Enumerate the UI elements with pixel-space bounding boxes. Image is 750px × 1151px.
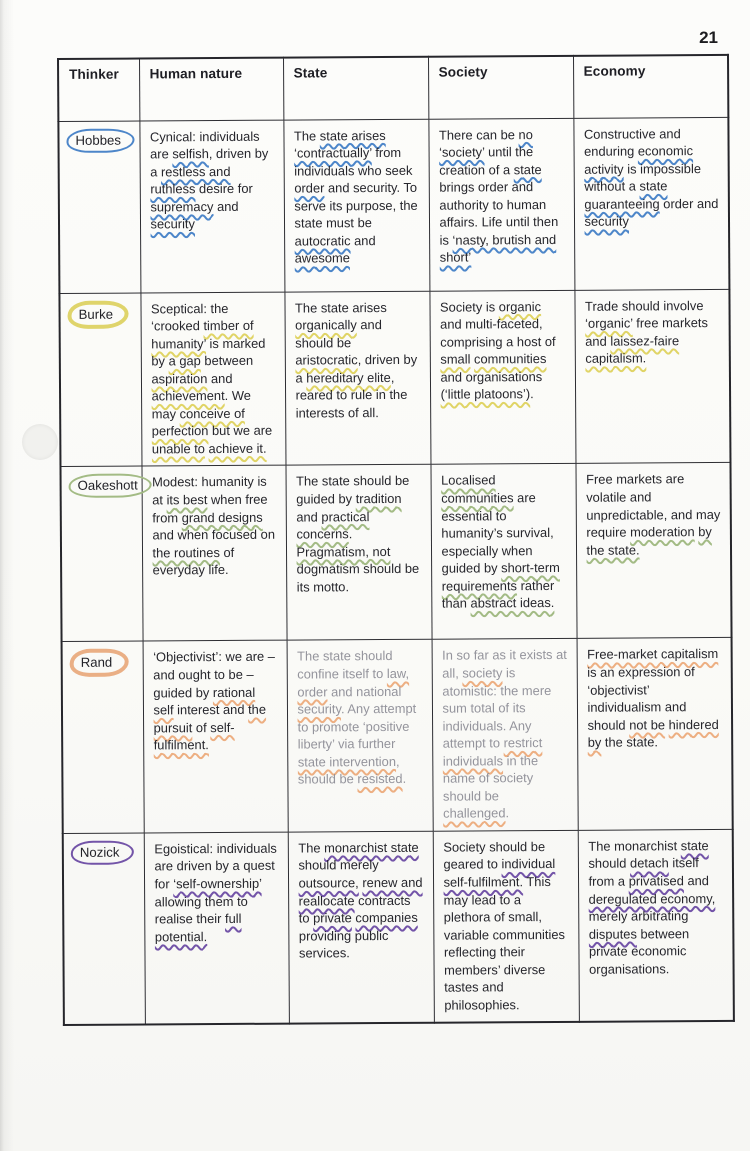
annotated-phrase: society: [462, 665, 503, 681]
column-header-society: Society: [428, 56, 573, 119]
annotated-phrase: moderation: [630, 524, 695, 540]
thinker-cell-rand: [62, 641, 144, 833]
table-row-rand: [62, 638, 733, 834]
annotated-phrase: potential.: [154, 928, 208, 945]
annotated-phrase: awesome: [294, 250, 350, 266]
annotated-phrase: no ‘society’: [439, 126, 533, 160]
annotated-phrase: individual: [501, 856, 556, 872]
annotated-phrase: requirements: [441, 577, 518, 594]
column-header-thinker: Thinker: [58, 58, 139, 120]
column-header-economy: Economy: [573, 55, 728, 118]
cell-hobbes-state: The state arises ‘contractually’ from individuals who seek order and security. To serve its purpose, the state must be autocratic and awesome: [293, 127, 418, 266]
annotated-phrase: hindered by: [587, 716, 719, 750]
cell-nozick-society: Society should be geared to individual self-fulfilment. This may lead to a plethora of small, variable communities reflecting their members’ diverse tastes and philosophies.: [443, 838, 565, 1013]
annotated-phrase: Localised communities: [441, 472, 514, 506]
cell-nozick-economy: The monarchist state should detach itself from a privatised and deregulated economy, merely arbitrating disputes between private economic organisations.: [588, 837, 716, 977]
punch-hole: [22, 424, 58, 460]
annotated-phrase: security: [297, 701, 341, 717]
annotated-phrase: resisted: [357, 771, 403, 787]
annotated-phrase: restrict individuals: [442, 735, 543, 769]
annotated-phrase: supremacy: [150, 198, 214, 215]
annotated-phrase: Pragmatism, not: [296, 543, 391, 560]
annotated-phrase: achieve it.: [208, 440, 267, 456]
annotated-phrase: state intervention: [297, 753, 397, 770]
cell-rand-state: The state should confine itself to law, order and national security. Any attempt to promote ‘positive liberty’ via further state intervention, should be resisted.: [297, 648, 417, 787]
annotated-phrase: selfish: [172, 146, 209, 162]
annotated-phrase: abstract ideas.: [470, 595, 555, 611]
annotated-phrase: ‘nasty, brutish and short’: [439, 231, 557, 265]
annotated-phrase: ‘contractually’: [294, 145, 372, 161]
annotated-phrase: state: [639, 178, 668, 194]
cell-rand-human-nature: ‘Objectivist’: we are – and ought to be – guided by rational self interest and the pursuit of self-fulfilment.: [153, 649, 276, 753]
cell-nozick-state: The monarchist state should merely outsource, renew and reallocate contracts to private companies providing public services.: [298, 839, 423, 961]
thinker-cell-oakeshott: [60, 466, 142, 641]
annotated-phrase: challenged: [443, 805, 506, 821]
thinker-cell-nozick: [63, 833, 145, 1025]
annotated-phrase: the routines: [152, 544, 220, 561]
cell-burke-society: Society is organic and multi-faceted, comprising a host of small communities and organisations (‘little platoons’).: [439, 298, 556, 402]
annotated-phrase: self-fulfilment.: [443, 874, 524, 890]
thinkers-table-wrapper: [57, 54, 735, 1026]
annotated-phrase: restless and ruthless: [150, 163, 231, 197]
annotated-phrase: order: [294, 180, 325, 196]
column-header-human-nature: Human nature: [139, 58, 283, 121]
annotated-phrase: self-fulfilment.: [153, 719, 235, 753]
cell-nozick-human-nature: Egoistical: individuals are driven by a quest for ‘self-ownership’ allowing them to realise their full potential.: [154, 840, 277, 945]
thinker-label-oakeshott: Oakeshott: [69, 474, 152, 499]
annotated-phrase: (‘little platoons’): [440, 386, 531, 402]
cell-hobbes-society: There can be no ‘society’ until the creation of a state brings order and authority to human affairs. Life until then is ‘nasty, brutish and short’: [438, 126, 559, 265]
annotated-phrase: Free-market capitalism: [587, 646, 719, 663]
table-row-oakeshott: [60, 463, 731, 642]
cell-rand-society: In so far as it exists at all, society is atomistic: the mere sum total of its individuals. Any attempt to restrict individuals in the name of society should be challenged.: [442, 647, 567, 821]
annotated-phrase: ‘organic’: [585, 315, 633, 331]
annotated-phrase: monarchist state: [324, 839, 419, 856]
annotated-phrase: grand designs: [181, 509, 263, 525]
annotated-phrase: unable to: [151, 440, 205, 457]
annotated-phrase: tradition: [355, 490, 402, 507]
annotated-phrase: organic: [498, 298, 542, 314]
annotated-phrase: autocratic: [294, 232, 351, 249]
annotated-phrase: activity: [584, 161, 624, 177]
annotated-phrase: law, order: [297, 665, 410, 700]
thinker-label-nozick: Nozick: [71, 840, 134, 864]
cell-oakeshott-human-nature: Modest: humanity is at its best when free from grand designs and when focused on the routines of everyday life.: [152, 474, 276, 578]
annotated-phrase: not be: [629, 716, 666, 733]
annotated-phrase: practical concerns: [296, 508, 370, 542]
annotated-phrase: guaranteeing: [584, 196, 660, 212]
cell-burke-state: The state arises organically and should be aristocratic, driven by a hereditary elite, reared to rule in the interests of all.: [294, 299, 418, 421]
thinker-cell-hobbes: [58, 120, 140, 292]
cell-burke-human-nature: Sceptical: the ‘crooked timber of humanity’ is marked by a gap between aspiration and achievement. We may conceive of perfection but we are unable to achieve it.: [150, 300, 273, 457]
annotated-phrase: the pursuit: [153, 701, 267, 736]
annotated-phrase: conceive of perfection: [151, 405, 245, 439]
thinker-label-rand: Rand: [70, 649, 129, 677]
annotated-phrase: organically: [295, 317, 357, 333]
annotated-phrase: state: [680, 837, 709, 854]
annotated-phrase: private: [313, 910, 352, 926]
thinkers-comparison-table: [57, 54, 735, 1026]
annotated-phrase: communities: [473, 351, 547, 367]
annotated-phrase: disputes: [588, 926, 637, 942]
annotated-phrase: rational self: [153, 684, 256, 718]
annotated-phrase: security: [584, 213, 629, 230]
annotated-phrase: its best: [166, 492, 208, 508]
cell-hobbes-human-nature: Cynical: individuals are selfish, driven by a restless and ruthless desire for supremacy and security: [149, 128, 269, 232]
table-header-row: [58, 55, 728, 121]
cell-oakeshott-state: The state should be guided by tradition and practical concerns. Pragmatism, not dogmatism should be its motto.: [296, 473, 420, 595]
annotated-phrase: ‘self-ownership’: [173, 875, 262, 892]
annotated-phrase: security: [150, 216, 195, 232]
annotated-phrase: aristocratic: [295, 352, 358, 368]
thinker-cell-burke: [59, 292, 141, 466]
annotated-phrase: aspiration: [151, 370, 208, 387]
annotated-phrase: a gap: [168, 353, 201, 369]
annotated-phrase: hereditary elite: [306, 369, 391, 386]
annotated-phrase: full: [224, 910, 242, 927]
thinker-label-burke: Burke: [67, 300, 129, 328]
thinker-label-hobbes: Hobbes: [66, 128, 135, 152]
table-row-hobbes: [58, 117, 729, 293]
annotated-phrase: achievement: [151, 388, 225, 404]
annotated-phrase: detach: [629, 855, 669, 871]
annotated-phrase: deregulated economy,: [588, 890, 716, 907]
annotated-phrase: laissez-faire capitalism.: [585, 332, 680, 366]
table-row-burke: [59, 289, 730, 467]
annotated-phrase: short-term: [501, 560, 560, 576]
cell-rand-economy: Free-market capitalism is an expression of ‘objectivist’ individualism and should not be hindered by the state.: [587, 646, 719, 750]
page-number: 21: [699, 28, 718, 47]
annotated-phrase: by the state.: [586, 524, 712, 558]
annotated-phrase: state arises: [319, 127, 386, 143]
column-header-state: State: [283, 57, 428, 120]
annotated-phrase: small: [440, 351, 471, 367]
annotated-phrase: companies: [355, 909, 418, 926]
annotated-phrase: outsource,: [298, 875, 359, 891]
annotated-phrase: timber of humanity’: [151, 317, 254, 352]
cell-hobbes-economy: Constructive and enduring economic activity is impossible without a state guaranteeing order and security: [583, 125, 719, 230]
annotated-phrase: state: [513, 161, 542, 177]
annotated-phrase: economic: [637, 143, 694, 159]
cell-oakeshott-society: Localised communities are essential to humanity’s survival, especially when guided by short-term requirements rather than abstract ideas.: [441, 472, 560, 611]
annotated-phrase: renew and reallocate: [298, 874, 423, 909]
table-row-nozick: [63, 829, 734, 1025]
cell-burke-economy: Trade should involve ‘organic’ free markets and laissez-faire capitalism.: [584, 297, 708, 366]
cell-oakeshott-economy: Free markets are volatile and unpredictable, and may require moderation by the state.: [586, 471, 721, 558]
annotated-phrase: privatised: [628, 873, 684, 889]
